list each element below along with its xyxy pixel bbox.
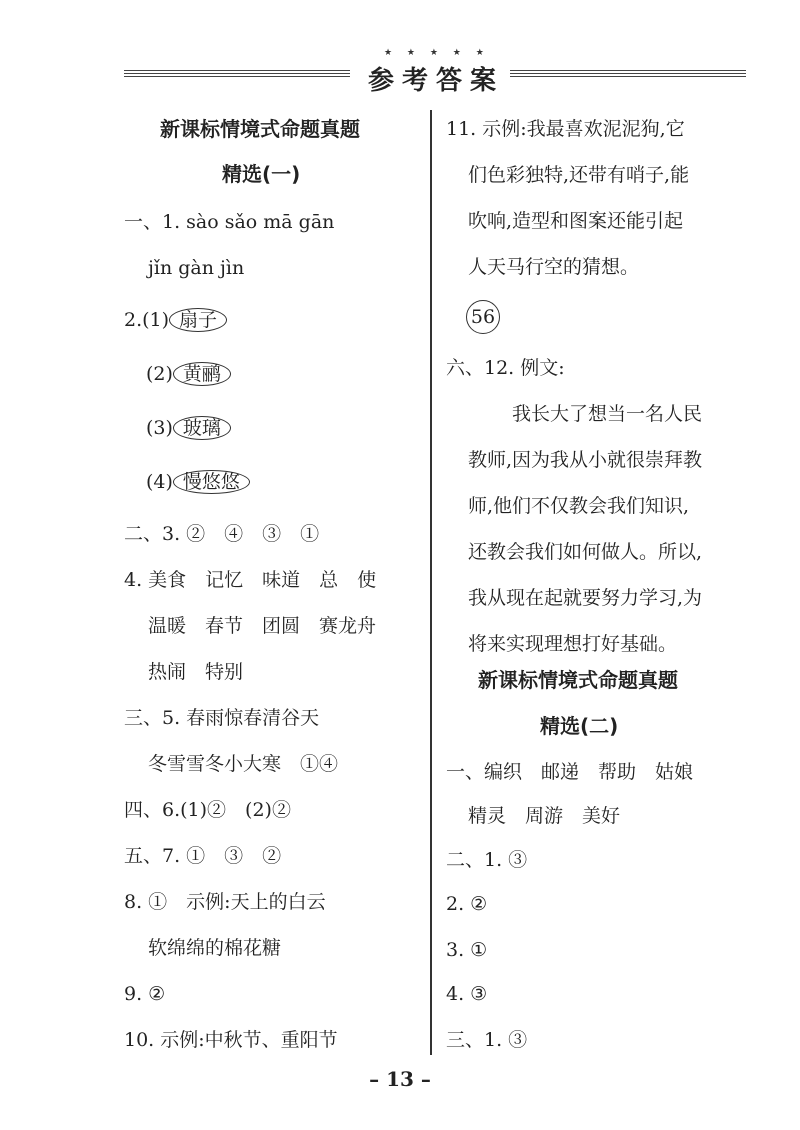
- circled-number: [466, 300, 500, 334]
- header-rule-right: [510, 70, 746, 80]
- answer-11-line3: 吹响,造型和图案还能引起: [468, 210, 684, 232]
- answer-9: 9. ②: [124, 983, 166, 1005]
- answer-11-line4: 人天马行空的猜想。: [468, 256, 640, 278]
- answer-8-line1: 8. ① 示例:天上的白云: [124, 891, 326, 913]
- answer-s2-2: 二、1. ③: [446, 849, 528, 871]
- answer-5-line2: 冬雪雪冬小大寒 ①④: [148, 753, 339, 775]
- answer-2-label: 2.(1): [124, 309, 170, 331]
- answer-4-line2: 温暖 春节 团圆 赛龙舟: [148, 615, 377, 637]
- answer-5-line1: 三、5. 春雨惊春清谷天: [124, 707, 320, 729]
- answer-s2-6: 三、1. ③: [446, 1029, 528, 1051]
- essay-line-3: 师,他们不仅教会我们知识,: [468, 495, 690, 517]
- answer-10: 10. 示例:中秋节、重阳节: [124, 1029, 338, 1051]
- page-number: – 13 –: [369, 1067, 431, 1091]
- answer-4-line3: 热闹 特别: [148, 661, 244, 683]
- answer-2-2-label: (2): [146, 363, 173, 385]
- answer-s2-1-line1: 一、编织 邮递 帮助 姑娘: [446, 761, 694, 783]
- answer-s2-3: 2. ②: [446, 893, 488, 915]
- page-header: [0, 40, 800, 110]
- answer-s2-5: 4. ③: [446, 983, 488, 1005]
- answer-8-line2: 软绵绵的棉花糖: [148, 937, 282, 959]
- column-divider: [430, 110, 432, 1055]
- essay-line-1: 我长大了想当一名人民: [512, 403, 703, 425]
- answer-s2-1-line2: 精灵 周游 美好: [468, 805, 621, 827]
- answer-1-line2: jǐn gàn jìn: [148, 257, 245, 279]
- header-rule-left: [124, 70, 350, 80]
- circled-answer: 玻璃: [173, 416, 231, 440]
- answer-2-2: [146, 362, 231, 386]
- answer-2-4: [146, 470, 250, 494]
- answer-2-4-label: (4): [146, 471, 173, 493]
- answer-11-line2: 们色彩独特,还带有哨子,能: [468, 164, 690, 186]
- essay-line-5: 我从现在起就要努力学习,为: [468, 587, 703, 609]
- answer-6: 四、6.(1)② (2)②: [124, 799, 291, 821]
- circled-answer: 黄鹂: [173, 362, 231, 386]
- section-subtitle-1: 精选(一): [222, 162, 301, 186]
- circled-answer: 扇子: [169, 308, 227, 332]
- essay-line-6: 将来实现理想打好基础。: [468, 633, 678, 655]
- page-title: 参考答案: [368, 66, 505, 96]
- answer-12-header: 六、12. 例文:: [446, 357, 565, 379]
- essay-line-2: 教师,因为我从小就很崇拜教: [468, 449, 703, 471]
- decorative-stars: ★ ★ ★ ★ ★: [384, 48, 490, 58]
- answer-11-line1: 11. 示例:我最喜欢泥泥狗,它: [446, 118, 685, 140]
- section-title-2: 新课标情境式命题真题: [478, 668, 678, 692]
- circled-answer: 慢悠悠: [173, 470, 250, 494]
- answer-2-3-label: (3): [146, 417, 173, 439]
- section-subtitle-2: 精选(二): [540, 714, 619, 738]
- section-title-1: 新课标情境式命题真题: [160, 117, 360, 141]
- essay-line-4: 还教会我们如何做人。所以,: [468, 541, 703, 563]
- answer-s2-4: 3. ①: [446, 939, 488, 961]
- answer-4-line1: 4. 美食 记忆 味道 总 使: [124, 569, 377, 591]
- circled-number-value: 56: [466, 300, 500, 334]
- answer-1-line1: 一、1. sào sǎo mā gān: [124, 211, 335, 233]
- answer-7: 五、7. ① ③ ②: [124, 845, 282, 867]
- answer-3: 二、3. ② ④ ③ ①: [124, 523, 320, 545]
- answer-2-3: [146, 416, 231, 440]
- answer-2-1: [124, 308, 227, 332]
